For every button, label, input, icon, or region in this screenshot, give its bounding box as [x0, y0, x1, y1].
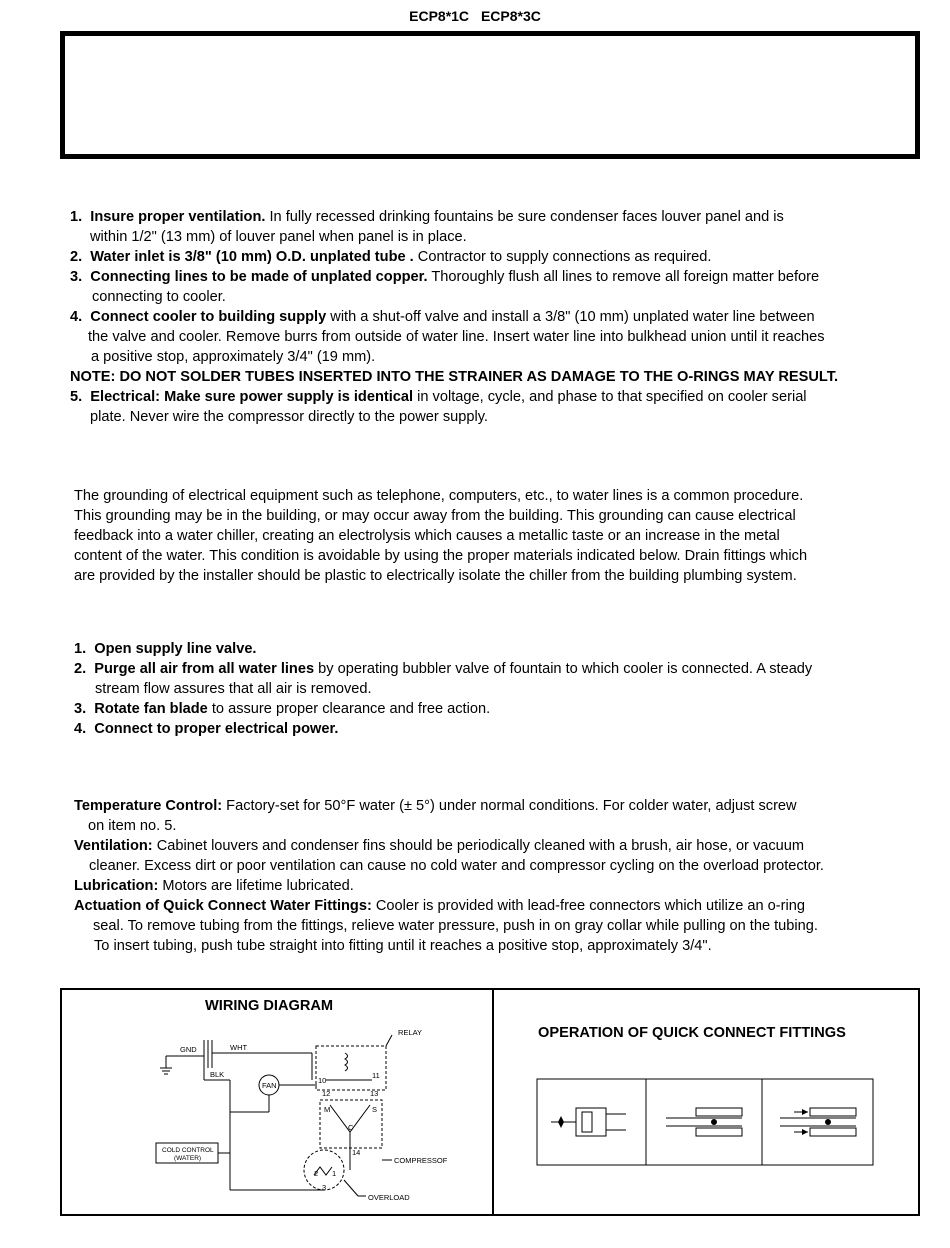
model-a: ECP8*1C — [409, 8, 470, 24]
maint-ventilation: Ventilation: Cabinet louvers and condenser fins should be periodically cleaned with a brush, air hose, or vacuum — [74, 838, 805, 854]
svg-text:11: 11 — [372, 1071, 380, 1080]
quick-connect-title: OPERATION OF QUICK CONNECT FITTINGS — [538, 1025, 846, 1041]
solder-note: NOTE: DO NOT SOLDER TUBES INSERTED INTO THE STRAINER AS DAMAGE TO THE O-RINGS MAY RESULT. — [70, 369, 839, 385]
startup-item-4: 4. Connect to proper electrical power. — [74, 721, 339, 737]
maint-lubrication: Lubrication: Motors are lifetime lubricated. — [74, 878, 354, 894]
maintenance-section: Temperature Control: Factory-set for 50°F water (± 5°) under normal conditions. For colder water, adjust screw on item no. 5. Ventilation: Cabinet louvers and condenser fins should be periodically cleaned with a brush, air hose, or vacuum cleaner. Excess dirt or poor ventilation can cause no cold water and compressor cycling on the overload protector. Lubrication: Motors are lifetime lubricated. Actuation of Quick Connect Water Fittings: Cooler is provided with lead-free connectors which utilize an o-ring seal. To remove tubing from the fittings, relieve water pressure, push in on gray collar while pulling on the tubing. To insert tubing, push tube straight into fitting until it reaches a positive stop, approximately 3/4". — [74, 796, 934, 956]
svg-text:12: 12 — [322, 1089, 331, 1098]
blk-label: BLK — [210, 1070, 225, 1079]
install-item-1-bold: Insure proper ventilation. — [90, 209, 266, 225]
install-item-3-cont: connecting to cooler. — [92, 289, 226, 305]
svg-text:1: 1 — [332, 1169, 337, 1178]
svg-text:M: M — [324, 1105, 331, 1114]
gnd-label: GND — [180, 1045, 197, 1054]
install-item-5: 5. Electrical: Make sure power supply is identical in voltage, cycle, and phase to that specified on cooler serial — [70, 389, 807, 405]
maint-quick-connect: Actuation of Quick Connect Water Fittings: Cooler is provided with lead-free connectors which utilize an o-ring — [74, 898, 805, 914]
install-item-1: 1. Insure proper ventilation. In fully recessed drinking fountains be sure condenser faces louver panel and is — [70, 209, 784, 225]
quick-connect-illustration — [536, 1078, 876, 1168]
svg-text:13: 13 — [370, 1089, 379, 1098]
install-item-1-cont: within 1/2" (13 mm) of louver panel when panel is in place. — [90, 229, 467, 245]
svg-text:(WATER): (WATER) — [174, 1155, 202, 1162]
startup-item-3: 3. Rotate fan blade to assure proper clearance and free action. — [74, 701, 491, 717]
wht-label: WHT — [230, 1043, 248, 1052]
svg-text:10: 10 — [318, 1076, 327, 1085]
wiring-diagram-title: WIRING DIAGRAM — [205, 998, 334, 1014]
cold-control-label: COLD CONTROL — [162, 1147, 214, 1154]
model-b: ECP8*3C — [480, 8, 541, 24]
wiring-diagram — [152, 1020, 492, 1215]
installation-list — [70, 207, 930, 427]
install-item-4-cont-2: a positive stop, approximately 3/4" (19 mm). — [91, 349, 376, 365]
compressor-label: COMPRESSOF — [394, 1156, 448, 1165]
grounding-paragraph: The grounding of electrical equipment such as telephone, computers, etc., to water lines is a common procedure. This grounding may be in the building, or may occur away from the building. This grounding can cause electrical feedback into a water chiller, creating an electrolysis which causes a metallic taste or an increase in the metal content of the water. This condition is avoidable by using the proper materials indicated below. Drain fittings which are provided by the installer should be plastic to electrically isolate the chiller from the building plumbing system. — [74, 488, 808, 584]
page-header — [0, 8, 950, 24]
install-item-3: 3. Connecting lines to be made of unplated copper. Thoroughly flush all lines to remove all foreign matter before — [70, 269, 820, 285]
diagram-panel — [60, 988, 920, 1216]
install-item-4: 4. Connect cooler to building supply with a shut-off valve and install a 3/8" (10 mm) unplated water line between — [70, 309, 815, 325]
maint-temperature: Temperature Control: Factory-set for 50°F water (± 5°) under normal conditions. For colder water, adjust screw — [74, 798, 797, 814]
panel-divider — [492, 990, 494, 1216]
install-item-5-cont: plate. Never wire the compressor directly to the power supply. — [90, 409, 488, 425]
startup-item-2: 2. Purge all air from all water lines by operating bubbler valve of fountain to which cooler is connected. A steady — [74, 661, 813, 677]
install-item-2: 2. Water inlet is 3/8" (10 mm) O.D. unplated tube . Contractor to supply connections as required. — [70, 249, 712, 265]
startup-list — [74, 639, 934, 739]
relay-label: RELAY — [398, 1028, 423, 1037]
svg-text:14: 14 — [352, 1148, 361, 1157]
title-box — [60, 31, 920, 159]
svg-text:3: 3 — [322, 1183, 327, 1192]
overload-label: OVERLOAD — [368, 1193, 410, 1202]
startup-item-1: 1. Open supply line valve. — [74, 641, 257, 657]
startup-item-2-cont: stream flow assures that all air is removed. — [95, 681, 372, 697]
fan-label: FAN — [262, 1081, 277, 1090]
install-item-4-cont-1: the valve and cooler. Remove burrs from outside of water line. Insert water line into bulkhead union until it reaches — [88, 329, 825, 345]
svg-text:C: C — [348, 1123, 354, 1132]
svg-text:S: S — [372, 1105, 378, 1114]
svg-text:2: 2 — [314, 1169, 319, 1178]
